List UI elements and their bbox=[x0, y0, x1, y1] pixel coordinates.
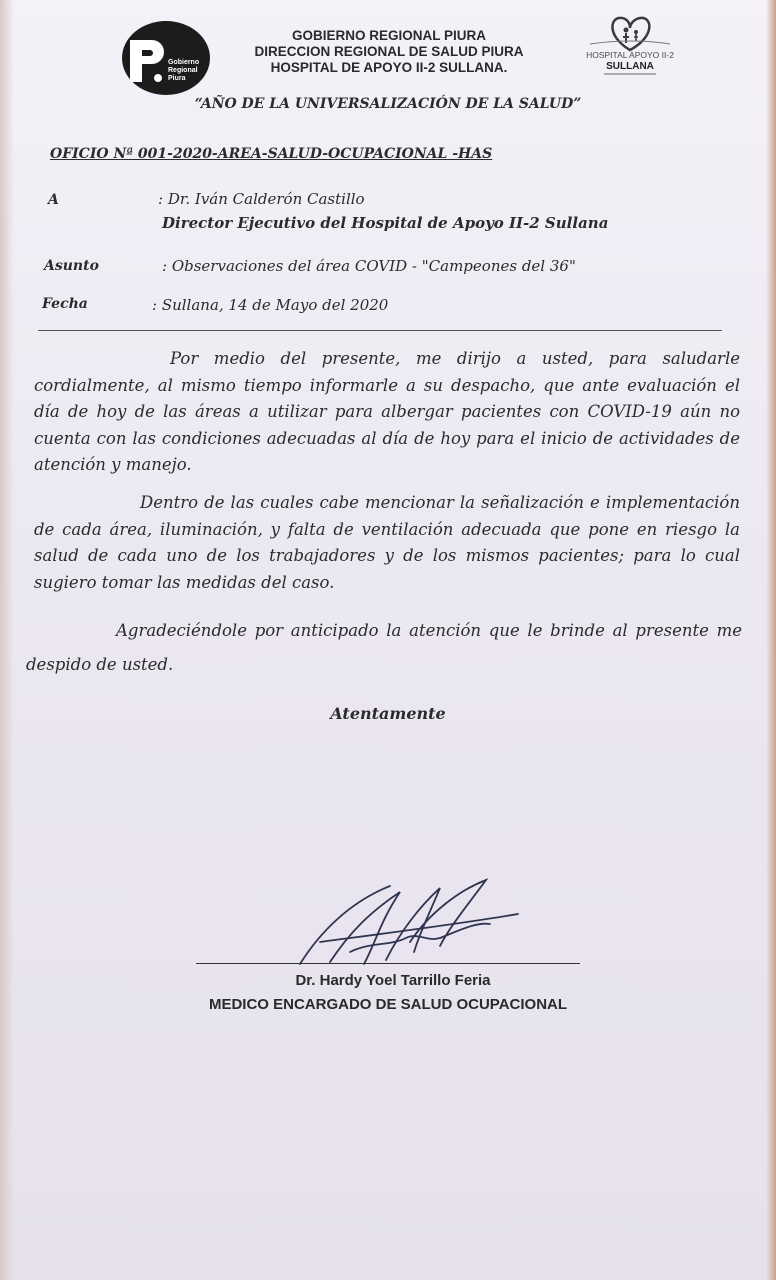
signature-line bbox=[196, 963, 580, 964]
oficio-number: OFICIO Nª 001-2020-AREA-SALUD-OCUPACIONAL -HAS bbox=[50, 146, 493, 162]
header-divider bbox=[38, 330, 722, 331]
year-motto: “AÑO DE LA UNIVERSALIZACIÓN DE LA SALUD” bbox=[194, 96, 582, 112]
logo-text-2: Regional bbox=[168, 67, 198, 74]
body-paragraph-2-text: Dentro de las cuales cabe mencionar la señalización e implementación de cada área, iluminación, y falta de ventilación adecuada que pone en riesgo la salud de cada uno de los trabajadores y de los mismos pacientes; para lo cual sugiero tomar las medidas del caso. bbox=[34, 493, 740, 592]
closing-salutation: Atentamente bbox=[330, 704, 446, 723]
body-paragraph-1 bbox=[34, 346, 740, 479]
signer-title: MEDICO ENCARGADO DE SALUD OCUPACIONAL bbox=[208, 996, 568, 1013]
letterhead-line-2: DIRECCION REGIONAL DE SALUD PIURA bbox=[254, 44, 524, 59]
date-value: : Sullana, 14 de Mayo del 2020 bbox=[152, 296, 389, 314]
signer-name: Dr. Hardy Yoel Tarrillo Feria bbox=[295, 972, 491, 989]
letterhead-line-1: GOBIERNO REGIONAL PIURA bbox=[291, 28, 487, 43]
letterhead bbox=[220, 28, 558, 76]
body-paragraph-1-text: Por medio del presente, me dirijo a usted, para saludarle cordialmente, al mismo tiempo informarle a su despacho, que ante evaluación el día de hoy de las áreas a utilizar para albergar pacientes con COVID-19 aún no cuenta con las condiciones adecuadas al día de hoy para el inicio de actividades de atención y manejo. bbox=[34, 349, 740, 474]
to-label: A bbox=[48, 192, 59, 208]
letterhead-line-3: HOSPITAL DE APOYO II-2 SULLANA. bbox=[270, 60, 508, 75]
hospital-sullana-logo bbox=[576, 14, 684, 78]
gobierno-regional-piura-logo bbox=[114, 20, 210, 96]
hospital-logo-line-2: SULLANA bbox=[606, 61, 654, 72]
body-paragraph-3 bbox=[26, 614, 742, 682]
handwritten-signature bbox=[290, 872, 530, 972]
body-paragraph-3-text: Agradeciéndole por anticipado la atención que le brinde al presente me despido de usted. bbox=[26, 621, 742, 674]
hospital-logo-line-1: HOSPITAL APOYO II-2 bbox=[586, 50, 674, 60]
date-label: Fecha bbox=[42, 296, 88, 312]
logo-text-3: Piura bbox=[168, 75, 186, 82]
subject-value: : Observaciones del área COVID - "Campeones del 36" bbox=[162, 257, 576, 275]
to-value: : Dr. Iván Calderón Castillo bbox=[158, 190, 365, 208]
to-role: Director Ejecutivo del Hospital de Apoyo II-2 Sullana bbox=[162, 214, 609, 232]
logo-text-1: Gobierno bbox=[168, 59, 200, 66]
body-paragraph-2 bbox=[34, 490, 740, 596]
subject-label: Asunto bbox=[44, 258, 99, 274]
